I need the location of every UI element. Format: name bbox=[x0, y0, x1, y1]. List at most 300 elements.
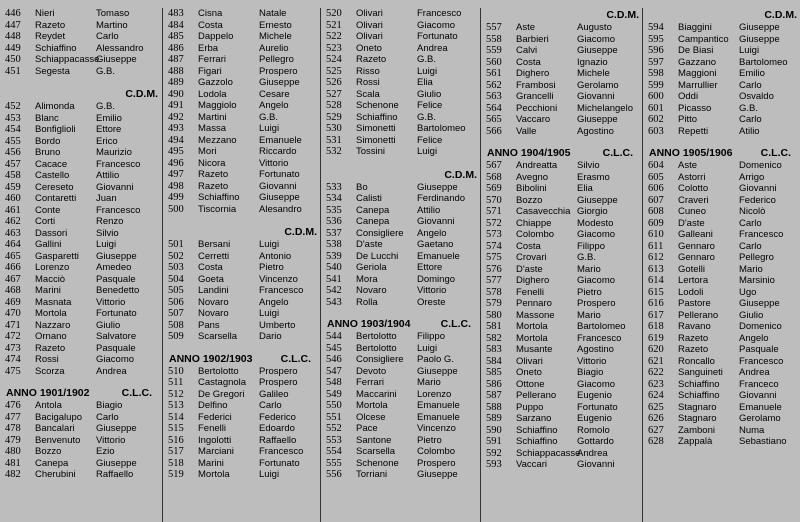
section-header-cdm: C.D.M. bbox=[125, 88, 158, 100]
list-item bbox=[481, 57, 643, 69]
entry-firstname: Andrea bbox=[577, 447, 608, 459]
list-item bbox=[643, 172, 800, 184]
entry-surname: Scarsella bbox=[198, 331, 238, 342]
entry-firstname: Giacomo bbox=[96, 354, 135, 365]
entry-surname: Ingolotti bbox=[198, 434, 232, 446]
entry-number: 521 bbox=[326, 19, 342, 31]
entry-surname: Devoto bbox=[356, 365, 387, 377]
entry-number: 571 bbox=[486, 206, 502, 217]
list-item bbox=[481, 172, 643, 184]
entry-firstname: Cesare bbox=[259, 88, 290, 100]
entry-firstname: Felice bbox=[417, 134, 443, 146]
list-item bbox=[481, 379, 643, 391]
entry-surname: Mortola bbox=[516, 332, 548, 344]
list-item bbox=[0, 262, 162, 274]
entry-number: 511 bbox=[168, 377, 184, 388]
entry-firstname: Giulio bbox=[96, 319, 121, 331]
entry-surname: Dighero bbox=[516, 68, 550, 79]
entry-firstname: Eugenio bbox=[577, 390, 612, 401]
list-item bbox=[481, 298, 643, 310]
entry-firstname: Fortunato bbox=[577, 401, 618, 413]
entry-surname: Razeto bbox=[678, 332, 709, 344]
entry-surname: Campantico bbox=[678, 33, 729, 45]
entry-firstname: Alesandro bbox=[259, 203, 302, 215]
entry-surname: Cacace bbox=[35, 158, 68, 170]
list-item bbox=[321, 66, 481, 78]
list-item bbox=[0, 320, 162, 332]
list-item bbox=[481, 241, 643, 253]
entry-firstname: Francesco bbox=[417, 8, 462, 19]
entry-number: 480 bbox=[5, 446, 21, 457]
entry-surname: Nieri bbox=[35, 8, 55, 19]
entry-firstname: Emanuele bbox=[417, 250, 460, 262]
entry-surname: Lorenzo bbox=[35, 262, 70, 273]
list-item bbox=[163, 54, 321, 66]
entry-surname: Aste bbox=[678, 160, 698, 171]
entry-number: 557 bbox=[486, 22, 502, 33]
section-header-cdm: C.D.M. bbox=[764, 9, 797, 21]
list-item bbox=[0, 400, 162, 412]
entry-firstname: Bartolomeo bbox=[417, 123, 466, 134]
register-column bbox=[162, 8, 321, 522]
entry-firstname: Giuseppe bbox=[259, 77, 300, 88]
entry-firstname: Carlo bbox=[259, 400, 282, 411]
entry-firstname: G.B. bbox=[577, 252, 597, 263]
entry-number: 503 bbox=[168, 262, 184, 273]
entry-firstname: Federico bbox=[259, 411, 296, 423]
entry-number: 534 bbox=[326, 193, 342, 204]
list-item bbox=[163, 469, 321, 481]
entry-firstname: Giovanni bbox=[577, 91, 615, 102]
list-item bbox=[163, 135, 321, 147]
list-item bbox=[643, 160, 800, 172]
entry-number: 568 bbox=[486, 171, 502, 183]
entry-firstname: Erico bbox=[96, 135, 118, 147]
entry-number: 455 bbox=[5, 135, 21, 147]
entry-surname: Erba bbox=[198, 42, 219, 54]
entry-number: 542 bbox=[326, 285, 342, 296]
list-item bbox=[321, 423, 481, 435]
entry-firstname: Prospero bbox=[417, 457, 456, 469]
entry-firstname: Numa bbox=[739, 424, 765, 436]
list-item bbox=[481, 390, 643, 402]
entry-surname: Stagnaro bbox=[678, 413, 717, 424]
entry-firstname: Carlo bbox=[739, 79, 762, 91]
entry-number: 447 bbox=[5, 19, 21, 31]
entry-number: 458 bbox=[5, 170, 21, 181]
list-item bbox=[643, 425, 800, 437]
entry-number: 611 bbox=[648, 240, 664, 252]
entry-firstname: Vittorio bbox=[96, 434, 126, 446]
entry-number: 564 bbox=[486, 102, 502, 114]
entry-number: 578 bbox=[486, 286, 502, 298]
entry-number: 592 bbox=[486, 447, 502, 459]
list-item bbox=[163, 251, 321, 263]
entry-number: 565 bbox=[486, 114, 502, 125]
list-item bbox=[0, 285, 162, 297]
entry-number: 623 bbox=[648, 378, 664, 390]
list-item bbox=[0, 54, 162, 66]
entry-number: 569 bbox=[486, 183, 502, 194]
entry-number: 523 bbox=[326, 42, 342, 54]
entry-firstname: Biagio bbox=[577, 367, 604, 378]
entry-number: 590 bbox=[486, 424, 502, 436]
entry-surname: Martini bbox=[198, 111, 227, 123]
entry-firstname: Filippo bbox=[577, 240, 605, 252]
entry-firstname: Giulio bbox=[739, 309, 764, 321]
entry-number: 625 bbox=[648, 401, 664, 413]
list-item bbox=[643, 103, 800, 115]
entry-surname: Cisna bbox=[198, 8, 223, 19]
entry-number: 618 bbox=[648, 321, 664, 332]
list-item bbox=[481, 45, 643, 57]
entry-number: 476 bbox=[5, 400, 21, 411]
entry-number: 494 bbox=[168, 134, 184, 146]
entry-surname: Ottone bbox=[516, 378, 545, 390]
list-item bbox=[0, 239, 162, 251]
entry-surname: Cherubini bbox=[35, 469, 76, 480]
entry-firstname: Bartolomeo bbox=[739, 56, 788, 68]
list-item bbox=[163, 181, 321, 193]
list-item bbox=[163, 31, 321, 43]
entry-surname: Lodoli bbox=[678, 286, 704, 298]
entry-number: 456 bbox=[5, 147, 21, 158]
year-label: ANNO 1902/1903 bbox=[169, 352, 253, 365]
entry-number: 600 bbox=[648, 91, 664, 102]
clc-label: C.L.C. bbox=[280, 352, 311, 365]
entry-firstname: Fortunato bbox=[259, 457, 300, 469]
entry-firstname: Galileo bbox=[259, 388, 289, 400]
entry-surname: Mora bbox=[356, 273, 378, 285]
entry-number: 609 bbox=[648, 217, 664, 229]
entry-firstname: Pasquale bbox=[96, 342, 136, 354]
entry-surname: Antola bbox=[35, 400, 62, 411]
entry-surname: Simonetti bbox=[356, 123, 396, 134]
list-item bbox=[481, 367, 643, 379]
list-item bbox=[321, 146, 481, 158]
list-item bbox=[481, 183, 643, 195]
entry-number: 616 bbox=[648, 298, 664, 309]
entry-firstname: Benedetto bbox=[96, 285, 140, 296]
entry-surname: De Gregori bbox=[198, 388, 245, 400]
entry-surname: Stagnaro bbox=[678, 401, 717, 413]
list-item bbox=[643, 114, 800, 126]
entry-firstname: Giulio bbox=[417, 88, 442, 100]
entry-number: 605 bbox=[648, 171, 664, 183]
entry-firstname: Luigi bbox=[96, 239, 117, 250]
entry-surname: Landini bbox=[198, 285, 229, 296]
list-item bbox=[163, 308, 321, 320]
entry-firstname: Felice bbox=[417, 100, 443, 111]
list-item bbox=[163, 100, 321, 112]
list-item bbox=[321, 228, 481, 240]
entry-number: 454 bbox=[5, 124, 21, 135]
list-item bbox=[163, 262, 321, 274]
entry-surname: Frambosi bbox=[516, 79, 556, 91]
entry-number: 490 bbox=[168, 88, 184, 100]
entry-number: 576 bbox=[486, 263, 502, 275]
entry-surname: Conte bbox=[35, 204, 61, 216]
entry-surname: Schiaffino bbox=[516, 436, 558, 447]
entry-number: 544 bbox=[326, 331, 342, 342]
entry-firstname: Domenico bbox=[739, 321, 782, 332]
entry-number: 621 bbox=[648, 355, 664, 367]
entry-number: 594 bbox=[648, 22, 664, 33]
entry-surname: Santone bbox=[356, 434, 392, 446]
entry-firstname: Domenico bbox=[739, 160, 782, 171]
list-item bbox=[321, 205, 481, 217]
entry-surname: Novaro bbox=[356, 285, 387, 296]
entry-firstname: Emilio bbox=[739, 68, 765, 79]
entry-number: 448 bbox=[5, 31, 21, 42]
entry-surname: Sarzano bbox=[516, 413, 552, 424]
list-item bbox=[643, 57, 800, 69]
entry-surname: Repetti bbox=[678, 125, 709, 137]
entry-surname: Vaccaro bbox=[516, 114, 551, 125]
entry-surname: Ravano bbox=[678, 321, 711, 332]
list-item bbox=[321, 469, 481, 481]
entry-number: 515 bbox=[168, 423, 184, 434]
entry-firstname: Giacomo bbox=[577, 33, 616, 45]
list-item bbox=[0, 147, 162, 159]
entry-surname: Andreatta bbox=[516, 160, 558, 171]
list-item bbox=[0, 435, 162, 447]
entry-firstname: Vittorio bbox=[417, 285, 447, 296]
entry-number: 596 bbox=[648, 45, 664, 56]
entry-number: 627 bbox=[648, 424, 664, 436]
list-item bbox=[481, 356, 643, 368]
entry-firstname: Luigi bbox=[259, 123, 280, 134]
entry-surname: Novaro bbox=[198, 296, 229, 308]
entry-surname: Canepa bbox=[35, 457, 69, 469]
entry-firstname: Luigi bbox=[417, 65, 438, 77]
entry-firstname: Arrigo bbox=[739, 171, 765, 183]
entry-firstname: Tomaso bbox=[96, 8, 130, 19]
entry-surname: Bozzo bbox=[516, 194, 543, 206]
list-item bbox=[0, 228, 162, 240]
entry-surname: Consigliere bbox=[356, 354, 404, 365]
entry-number: 446 bbox=[5, 8, 21, 19]
entry-firstname: Ugo bbox=[739, 286, 757, 298]
entry-firstname: Fortunato bbox=[96, 308, 137, 319]
entry-number: 473 bbox=[5, 342, 21, 354]
entry-surname: Galleani bbox=[678, 229, 713, 240]
entry-number: 582 bbox=[486, 332, 502, 344]
entry-number: 522 bbox=[326, 31, 342, 42]
entry-surname: Picasso bbox=[678, 102, 712, 114]
entry-number: 584 bbox=[486, 355, 502, 367]
entry-surname: Fenelli bbox=[198, 423, 226, 434]
entry-number: 488 bbox=[168, 65, 184, 77]
entry-number: 620 bbox=[648, 344, 664, 355]
list-item bbox=[0, 469, 162, 481]
entry-surname: Pellerano bbox=[516, 390, 557, 401]
entry-number: 562 bbox=[486, 79, 502, 91]
entry-number: 489 bbox=[168, 77, 184, 88]
list-item bbox=[163, 331, 321, 343]
list-item bbox=[163, 320, 321, 332]
entry-number: 612 bbox=[648, 252, 664, 263]
entry-surname: Maggioni bbox=[678, 68, 717, 79]
entry-surname: Contaretti bbox=[35, 193, 77, 204]
entry-firstname: Giovanni bbox=[96, 181, 134, 193]
entry-number: 622 bbox=[648, 367, 664, 378]
list-item bbox=[163, 458, 321, 470]
entry-surname: Marini bbox=[198, 457, 224, 469]
entry-firstname: Luigi bbox=[259, 308, 280, 319]
clc-label: C.L.C. bbox=[121, 387, 152, 399]
entry-surname: Schiaffino bbox=[678, 378, 720, 390]
entry-surname: Lodola bbox=[198, 88, 227, 100]
entry-firstname: Agostino bbox=[577, 344, 614, 355]
list-item bbox=[643, 229, 800, 241]
entry-firstname: Pasquale bbox=[739, 344, 779, 355]
entry-firstname: Pasquale bbox=[96, 273, 136, 285]
entry-number: 597 bbox=[648, 56, 664, 68]
entry-number: 566 bbox=[486, 125, 502, 137]
entry-number: 509 bbox=[168, 331, 184, 342]
list-item bbox=[643, 413, 800, 425]
entry-number: 586 bbox=[486, 378, 502, 390]
section-header-cdm: C.D.M. bbox=[606, 9, 639, 21]
entry-surname: Pastore bbox=[678, 298, 711, 309]
entry-number: 450 bbox=[5, 54, 21, 65]
entry-surname: Puppo bbox=[516, 401, 544, 413]
list-item bbox=[643, 344, 800, 356]
list-item bbox=[163, 123, 321, 135]
list-item bbox=[321, 77, 481, 89]
entry-number: 626 bbox=[648, 413, 664, 424]
entry-firstname: G.B. bbox=[739, 102, 759, 114]
entry-number: 567 bbox=[486, 160, 502, 171]
entry-number: 501 bbox=[168, 239, 184, 250]
entry-number: 520 bbox=[326, 8, 342, 19]
entry-firstname: Juan bbox=[96, 193, 117, 204]
entry-number: 502 bbox=[168, 250, 184, 262]
entry-number: 545 bbox=[326, 342, 342, 354]
entry-surname: Bordo bbox=[35, 135, 61, 147]
entry-number: 514 bbox=[168, 411, 184, 423]
entry-firstname: Elia bbox=[577, 183, 593, 194]
entry-number: 560 bbox=[486, 56, 502, 68]
entry-number: 487 bbox=[168, 54, 184, 65]
entry-number: 525 bbox=[326, 65, 342, 77]
list-item bbox=[481, 333, 643, 345]
entry-firstname: Vittorio bbox=[259, 157, 289, 169]
entry-number: 606 bbox=[648, 183, 664, 194]
entry-firstname: Ezio bbox=[96, 446, 115, 457]
entry-number: 526 bbox=[326, 77, 342, 88]
entry-firstname: Carlo bbox=[739, 240, 762, 252]
entry-surname: Geriola bbox=[356, 262, 387, 273]
entry-firstname: Ignazio bbox=[577, 56, 608, 68]
entry-number: 580 bbox=[486, 309, 502, 321]
entry-surname: Schiaffino bbox=[678, 390, 720, 401]
section-header-year bbox=[163, 343, 321, 366]
list-item bbox=[643, 68, 800, 80]
entry-surname: Vaccari bbox=[516, 459, 547, 470]
entry-number: 593 bbox=[486, 459, 502, 470]
entry-number: 551 bbox=[326, 411, 342, 423]
entry-number: 457 bbox=[5, 158, 21, 170]
list-item bbox=[643, 195, 800, 207]
entry-firstname: G.B. bbox=[417, 54, 437, 65]
entry-firstname: Nicolò bbox=[739, 206, 766, 217]
list-item bbox=[321, 412, 481, 424]
entry-surname: Avegno bbox=[516, 171, 549, 183]
list-item bbox=[0, 343, 162, 355]
list-item bbox=[643, 275, 800, 287]
entry-number: 619 bbox=[648, 332, 664, 344]
entry-surname: Blanc bbox=[35, 112, 59, 124]
list-item bbox=[643, 183, 800, 195]
entry-surname: Sanguineti bbox=[678, 367, 723, 378]
entry-number: 491 bbox=[168, 100, 184, 111]
entry-surname: Pitto bbox=[678, 114, 698, 125]
entry-number: 554 bbox=[326, 446, 342, 457]
entry-firstname: Michele bbox=[577, 68, 610, 79]
entry-firstname: Angelo bbox=[259, 296, 289, 308]
entry-number: 451 bbox=[5, 65, 21, 77]
entry-firstname: Emanuele bbox=[739, 401, 782, 413]
entry-firstname: Sebastiano bbox=[739, 436, 787, 447]
entry-number: 550 bbox=[326, 400, 342, 411]
entry-number: 541 bbox=[326, 273, 342, 285]
entry-surname: Mezzano bbox=[198, 134, 237, 146]
list-item bbox=[163, 366, 321, 378]
entry-firstname: Attilio bbox=[417, 204, 441, 216]
entry-number: 512 bbox=[168, 388, 184, 400]
entry-surname: Tossini bbox=[356, 146, 386, 157]
list-item bbox=[163, 377, 321, 389]
year-label: ANNO 1904/1905 bbox=[487, 147, 571, 159]
list-item bbox=[163, 43, 321, 55]
list-item bbox=[321, 193, 481, 205]
entry-number: 604 bbox=[648, 160, 664, 171]
entry-surname: Razeto bbox=[356, 54, 387, 65]
entry-number: 563 bbox=[486, 91, 502, 102]
entry-surname: De Biasi bbox=[678, 45, 714, 56]
list-item bbox=[481, 402, 643, 414]
entry-firstname: Francesco bbox=[96, 158, 141, 170]
entry-firstname: Pellegro bbox=[739, 252, 774, 263]
list-item bbox=[163, 297, 321, 309]
entry-number: 460 bbox=[5, 193, 21, 204]
list-item bbox=[0, 136, 162, 148]
entry-firstname: Salvatore bbox=[96, 331, 137, 342]
list-item bbox=[643, 206, 800, 218]
list-item bbox=[163, 8, 321, 20]
entry-number: 527 bbox=[326, 88, 342, 100]
entry-firstname: Francesco bbox=[739, 229, 784, 240]
entry-number: 484 bbox=[168, 19, 184, 31]
entry-surname: Oneto bbox=[516, 367, 542, 378]
entry-number: 524 bbox=[326, 54, 342, 65]
entry-number: 617 bbox=[648, 309, 664, 321]
entry-number: 507 bbox=[168, 308, 184, 319]
clc-label: C.L.C. bbox=[760, 147, 791, 159]
entry-number: 615 bbox=[648, 286, 664, 298]
entry-surname: Dighero bbox=[516, 275, 550, 286]
entry-number: 505 bbox=[168, 285, 184, 296]
entry-firstname: Giuseppe bbox=[417, 469, 458, 480]
entry-firstname: Giuseppe bbox=[577, 194, 618, 206]
entry-firstname: Prospero bbox=[259, 365, 298, 377]
entry-surname: Canepa bbox=[356, 216, 390, 227]
entry-surname: Roncallo bbox=[678, 355, 715, 367]
entry-number: 469 bbox=[5, 296, 21, 308]
register-column bbox=[320, 8, 481, 522]
